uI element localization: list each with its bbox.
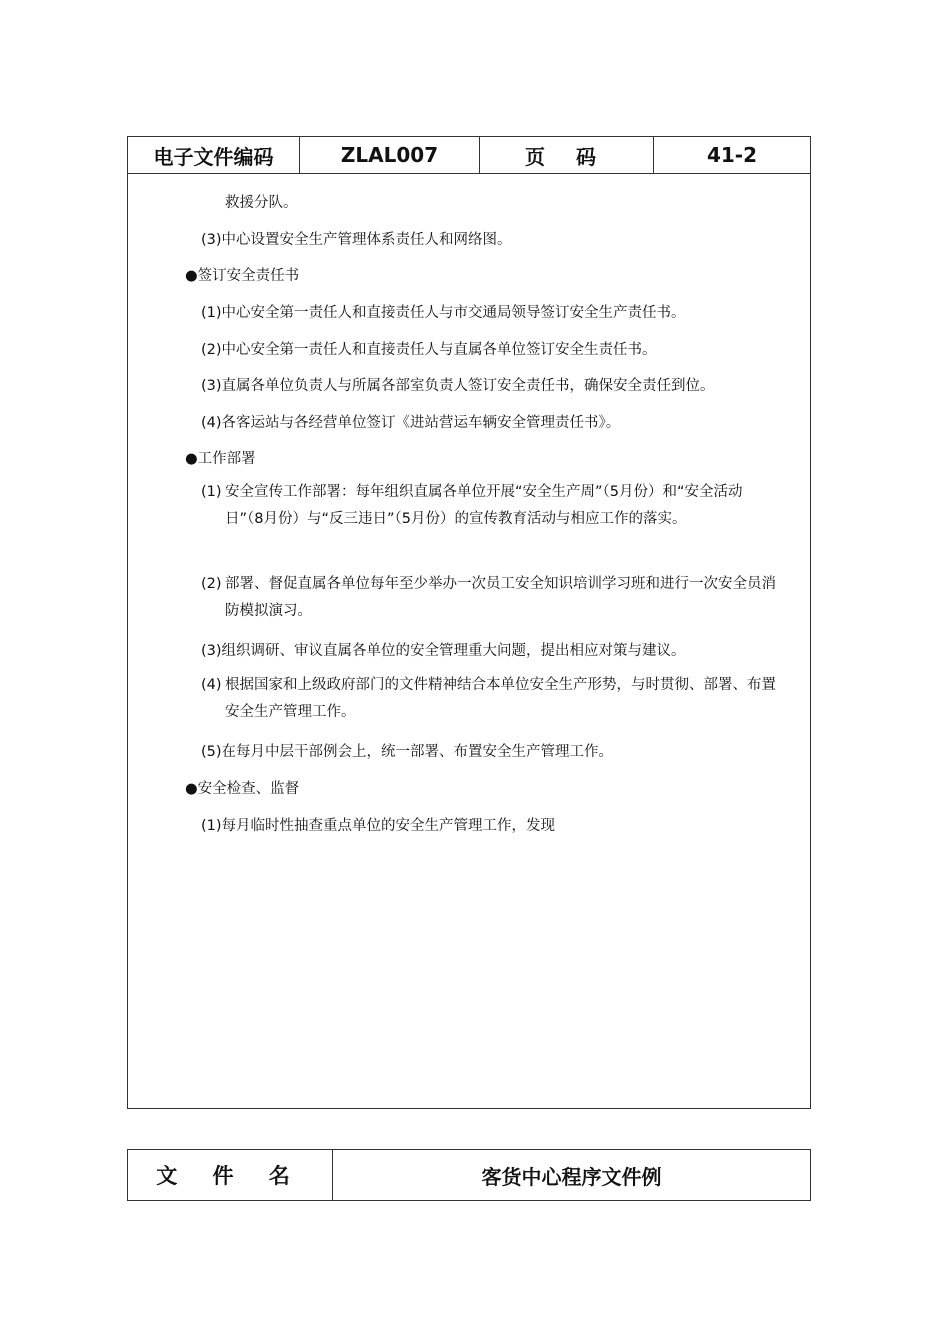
- text-line: (2)中心安全第一责任人和直接责任人与直属各单位签订安全生责任书。: [201, 342, 657, 358]
- page-label: 页 码: [480, 137, 654, 173]
- page-value: 41-2: [706, 143, 758, 167]
- paragraph-text: 部署、督促直属各单位每年至少举办一次员工安全知识培训学习班和进行一次安全员消防模拟演习。: [225, 576, 776, 619]
- paragraph: [201, 479, 780, 533]
- paragraph: [201, 672, 780, 726]
- file-name-label: 文 件 名: [128, 1150, 333, 1200]
- section-heading: ●签订安全责任书: [185, 268, 300, 284]
- text-line: (1)中心安全第一责任人和直接责任人与市交通局领导签订安全生产责任书。: [201, 305, 686, 321]
- text-line: (5)在每月中层干部例会上，统一部署、布置安全生产管理工作。: [201, 744, 614, 760]
- footer-table: [127, 1149, 811, 1201]
- text-line: (3)直属各单位负责人与所属各部室负责人签订安全责任书，确保安全责任到位。: [201, 378, 715, 394]
- text-line: (1)每月临时性抽查重点单位的安全生产管理工作，发现: [201, 818, 556, 834]
- paragraph-text: 根据国家和上级政府部门的文件精神结合本单位安全生产形势，与时贯彻、部署、布置安全生产管理工作。: [225, 677, 776, 720]
- paragraph-number: (4): [201, 677, 222, 693]
- paragraph-number: (1): [201, 484, 222, 500]
- section-heading: ●工作部署: [185, 451, 256, 467]
- paragraph-text: 安全宣传工作部署：每年组织直属各单位开展“安全生产周”（5月份）和“安全活动日”（8月份）与“反三违日”（5月份）的宣传教育活动与相应工作的落实。: [225, 484, 743, 527]
- header-row: [128, 137, 810, 174]
- section-heading: ●安全检查、监督: [185, 781, 300, 797]
- text-line: (4)各客运站与各经营单位签订《进站营运车辆安全管理责任书》。: [201, 415, 621, 431]
- code-value: ZLAL007: [300, 137, 480, 173]
- document-frame: [127, 136, 811, 1109]
- paragraph-number: (2): [201, 576, 222, 592]
- paragraph: [201, 571, 780, 625]
- code-label: 电子文件编码: [128, 137, 300, 173]
- text-line: 救援分队。: [225, 195, 298, 211]
- text-line: (3)组织调研、审议直属各单位的安全管理重大问题，提出相应对策与建议。: [201, 643, 686, 659]
- file-name-value: 客货中心程序文件例: [481, 1164, 662, 1189]
- text-line: (3)中心设置安全生产管理体系责任人和网络图。: [201, 232, 512, 248]
